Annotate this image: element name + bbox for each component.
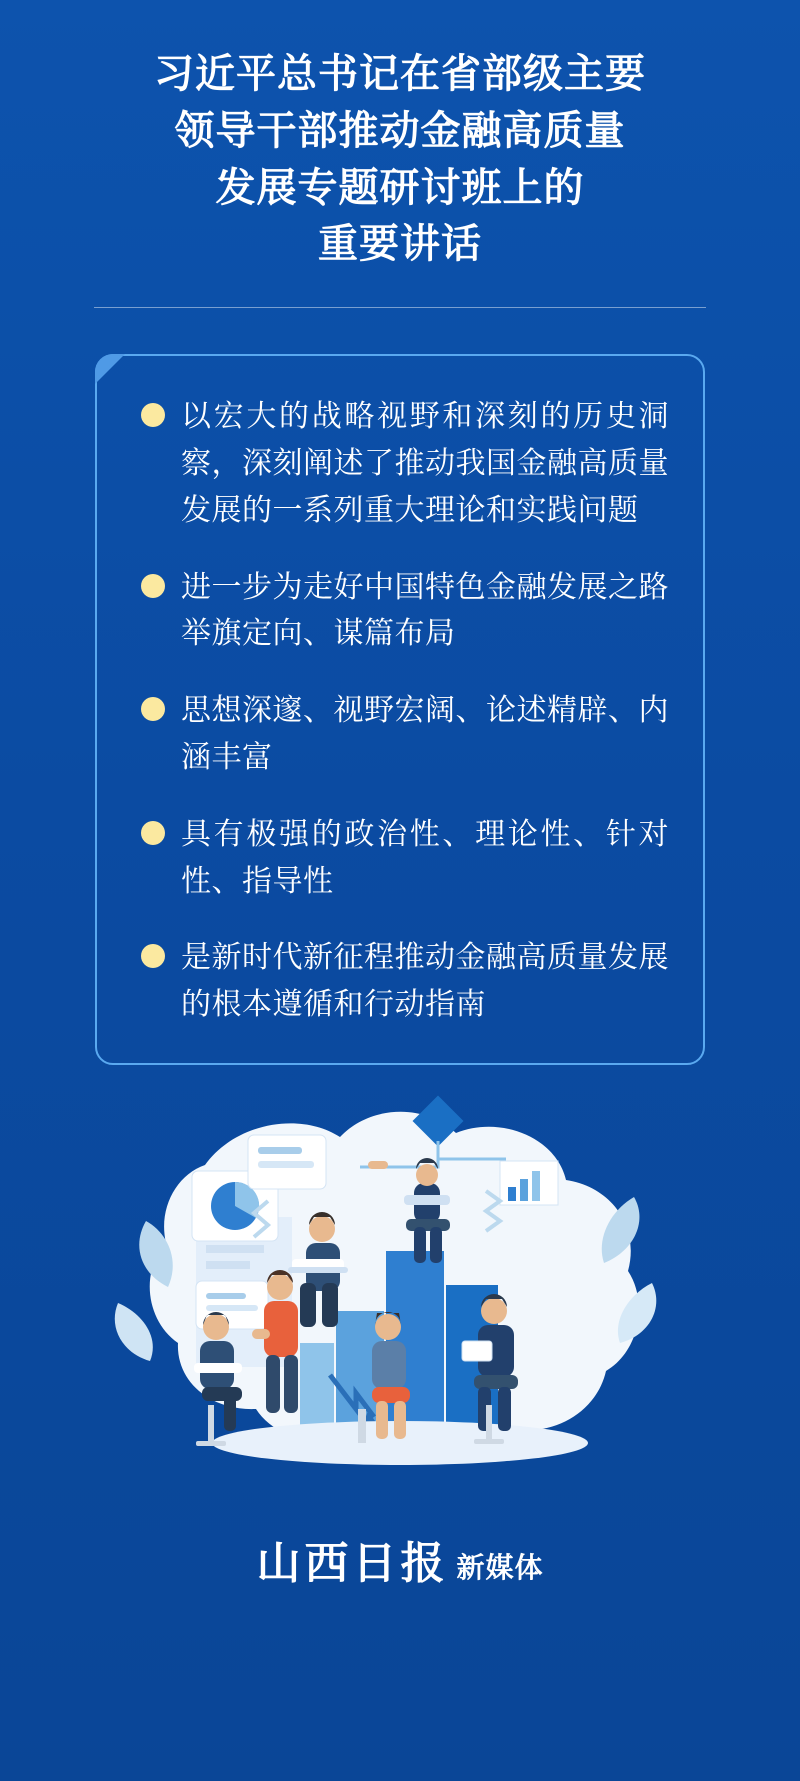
bar <box>520 1179 528 1201</box>
bullet-text: 进一步为走好中国特色金融发展之路举旗定向、谋篇布局 <box>181 570 669 651</box>
publisher-logo-sub: 新媒体 <box>456 1551 544 1583</box>
ui-card-line <box>206 1305 258 1311</box>
bullet-dot-icon <box>141 697 165 721</box>
card-corner-accent <box>95 354 125 384</box>
title-line-2: 领导干部推动金融高质量 <box>174 108 626 153</box>
publisher-logo-text: 山西日报 <box>256 1537 449 1589</box>
bullet-text: 思想深邃、视野宏阔、论述精辟、内涵丰富 <box>181 694 669 774</box>
building-window <box>206 1245 264 1253</box>
title-divider <box>94 307 706 308</box>
illustration-container <box>0 1075 800 1505</box>
bullet-text: 以宏大的战略视野和深刻的历史洞察，深刻阐述了推动我国金融高质量发展的一系列重大理论和实践问题 <box>181 400 669 527</box>
bullet-dot-icon <box>141 821 165 845</box>
ui-card-line <box>258 1161 314 1168</box>
bullet-dot-icon <box>141 403 165 427</box>
ui-card-line <box>258 1147 302 1154</box>
title-line-4: 重要讲话 <box>318 222 482 267</box>
bullet-text: 具有极强的政治性、理论性、针对性、指导性 <box>181 817 669 898</box>
bullet-dot-icon <box>141 574 165 598</box>
bullet-dot-icon <box>141 944 165 968</box>
list-item <box>131 565 669 659</box>
building-block <box>300 1343 334 1431</box>
page-title <box>0 0 800 273</box>
bullet-text: 是新时代新征程推动金融高质量发展的根本遵循和行动指南 <box>181 941 669 1022</box>
building-window <box>206 1261 250 1269</box>
bar <box>532 1171 540 1201</box>
list-item <box>131 812 669 906</box>
title-line-1: 习近平总书记在省部级主要 <box>154 52 646 96</box>
list-item <box>131 935 669 1029</box>
highlights-card <box>95 354 705 1065</box>
list-item <box>131 394 669 534</box>
ui-card-line <box>206 1293 246 1299</box>
bar <box>508 1187 516 1201</box>
footer-logo <box>0 1527 800 1591</box>
business-people-finance-illustration <box>0 1075 800 1505</box>
list-item <box>131 688 669 782</box>
leaf-icon <box>115 1303 153 1361</box>
title-line-3: 发展专题研讨班上的 <box>215 165 585 210</box>
